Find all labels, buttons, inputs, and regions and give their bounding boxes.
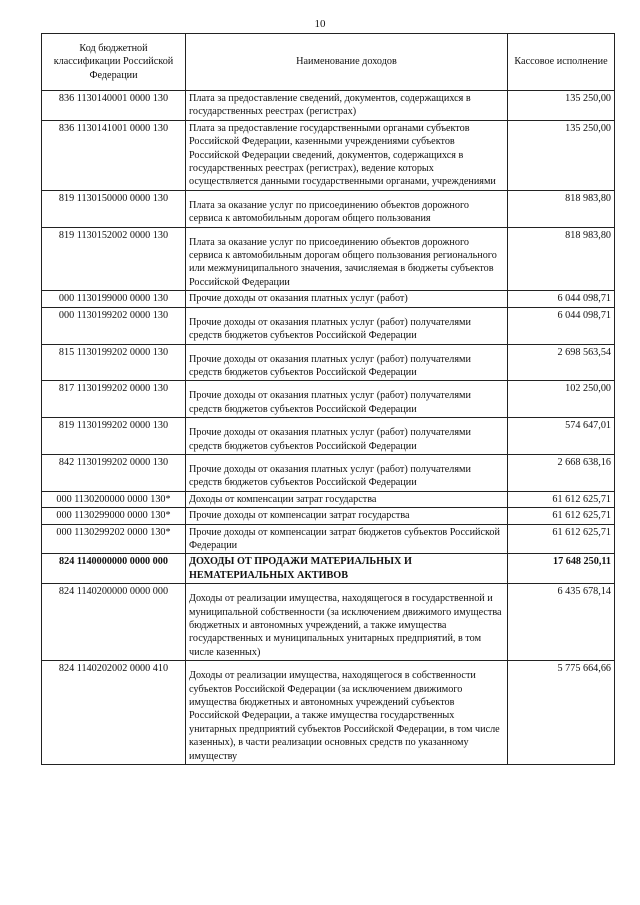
revenue-name: Прочие доходы от оказания платных услуг (работ) получателями средств бюджетов субъектов Российской Федерации	[186, 418, 508, 455]
cash-amount: 102 250,00	[508, 381, 615, 418]
table-row	[42, 524, 615, 554]
revenue-name: Плата за оказание услуг по присоединению объектов дорожного сервиса к автомобильным дорогам общего пользования регионального или межмуниципального значения, зачисляемая в бюджеты субъектов Российской Федерации	[186, 227, 508, 291]
budget-code: 000 1130199202 0000 130	[42, 307, 186, 344]
revenue-name: Прочие доходы от оказания платных услуг (работ) получателями средств бюджетов субъектов Российской Федерации	[186, 307, 508, 344]
header-amount: Кассовое исполнение	[508, 34, 615, 91]
table-row	[42, 190, 615, 227]
budget-code: 824 1140202002 0000 410	[42, 661, 186, 765]
budget-code: 824 1140000000 0000 000	[42, 554, 186, 584]
budget-code: 819 1130199202 0000 130	[42, 418, 186, 455]
cash-amount: 135 250,00	[508, 91, 615, 121]
budget-code: 824 1140200000 0000 000	[42, 584, 186, 661]
table-row	[42, 381, 615, 418]
revenue-name: Прочие доходы от оказания платных услуг (работ) получателями средств бюджетов субъектов Российской Федерации	[186, 381, 508, 418]
budget-revenue-table	[41, 33, 615, 765]
cash-amount: 61 612 625,71	[508, 508, 615, 524]
revenue-name: Доходы от реализации имущества, находящегося в собственности субъектов Российской Федерации (за исключением движимого имущества бюджетных и автономных учреждений субъектов Российской Федерации, а также имущества государственных унитарных предприятий субъектов Российской Федерации, в том числе казенных), в части реализации основных средств по указанному имуществу	[186, 661, 508, 765]
budget-code: 836 1130141001 0000 130	[42, 120, 186, 190]
cash-amount: 2 698 563,54	[508, 344, 615, 381]
table-row	[42, 418, 615, 455]
table-row	[42, 227, 615, 291]
budget-code: 819 1130152002 0000 130	[42, 227, 186, 291]
table-row	[42, 120, 615, 190]
table-row	[42, 491, 615, 507]
cash-amount: 6 435 678,14	[508, 584, 615, 661]
budget-code: 815 1130199202 0000 130	[42, 344, 186, 381]
budget-code: 836 1130140001 0000 130	[42, 91, 186, 121]
revenue-name: Прочие доходы от компенсации затрат бюджетов субъектов Российской Федерации	[186, 524, 508, 554]
revenue-name: Прочие доходы от компенсации затрат государства	[186, 508, 508, 524]
table-row	[42, 291, 615, 307]
revenue-name: Плата за предоставление сведений, документов, содержащихся в государственных реестрах (регистрах)	[186, 91, 508, 121]
cash-amount: 5 775 664,66	[508, 661, 615, 765]
header-name: Наименование доходов	[186, 34, 508, 91]
budget-code: 000 1130200000 0000 130*	[42, 491, 186, 507]
table-row	[42, 344, 615, 381]
table-row	[42, 307, 615, 344]
table-row-section	[42, 554, 615, 584]
page-number: 10	[314, 18, 326, 30]
cash-amount: 818 983,80	[508, 227, 615, 291]
table-row	[42, 508, 615, 524]
cash-amount: 6 044 098,71	[508, 307, 615, 344]
cash-amount: 818 983,80	[508, 190, 615, 227]
table-row	[42, 661, 615, 765]
revenue-name: Прочие доходы от оказания платных услуг (работ) получателями средств бюджетов субъектов Российской Федерации	[186, 344, 508, 381]
table-row	[42, 91, 615, 121]
budget-code: 817 1130199202 0000 130	[42, 381, 186, 418]
budget-code: 000 1130299202 0000 130*	[42, 524, 186, 554]
revenue-name: Доходы от реализации имущества, находящегося в государственной и муниципальной собственности (за исключением движимого имущества бюджетных и автономных учреждений, а также имущества государственных и муниципальных унитарных предприятий, в том числе казенных)	[186, 584, 508, 661]
revenue-name: ДОХОДЫ ОТ ПРОДАЖИ МАТЕРИАЛЬНЫХ И НЕМАТЕРИАЛЬНЫХ АКТИВОВ	[186, 554, 508, 584]
revenue-name: Прочие доходы от оказания платных услуг (работ)	[186, 291, 508, 307]
cash-amount: 135 250,00	[508, 120, 615, 190]
revenue-name: Прочие доходы от оказания платных услуг (работ) получателями средств бюджетов субъектов Российской Федерации	[186, 454, 508, 491]
table-row	[42, 584, 615, 661]
cash-amount: 61 612 625,71	[508, 491, 615, 507]
cash-amount: 2 668 638,16	[508, 454, 615, 491]
cash-amount: 17 648 250,11	[508, 554, 615, 584]
table-row	[42, 454, 615, 491]
cash-amount: 6 044 098,71	[508, 291, 615, 307]
budget-code: 819 1130150000 0000 130	[42, 190, 186, 227]
revenue-name: Доходы от компенсации затрат государства	[186, 491, 508, 507]
revenue-name: Плата за предоставление государственными органами субъектов Российской Федерации, казенными учреждениями субъектов Российской Федерации сведений, документов, содержащихся в государственных реестрах (регистрах), ведение которых осуществляется данными государственными органами, учреждениями	[186, 120, 508, 190]
budget-code: 000 1130199000 0000 130	[42, 291, 186, 307]
header-code: Код бюджетной классификации Российской Федерации	[42, 34, 186, 91]
cash-amount: 61 612 625,71	[508, 524, 615, 554]
cash-amount: 574 647,01	[508, 418, 615, 455]
budget-code: 842 1130199202 0000 130	[42, 454, 186, 491]
budget-code: 000 1130299000 0000 130*	[42, 508, 186, 524]
revenue-name: Плата за оказание услуг по присоединению объектов дорожного сервиса к автомобильным дорогам общего пользования	[186, 190, 508, 227]
table-header-row	[42, 34, 615, 91]
